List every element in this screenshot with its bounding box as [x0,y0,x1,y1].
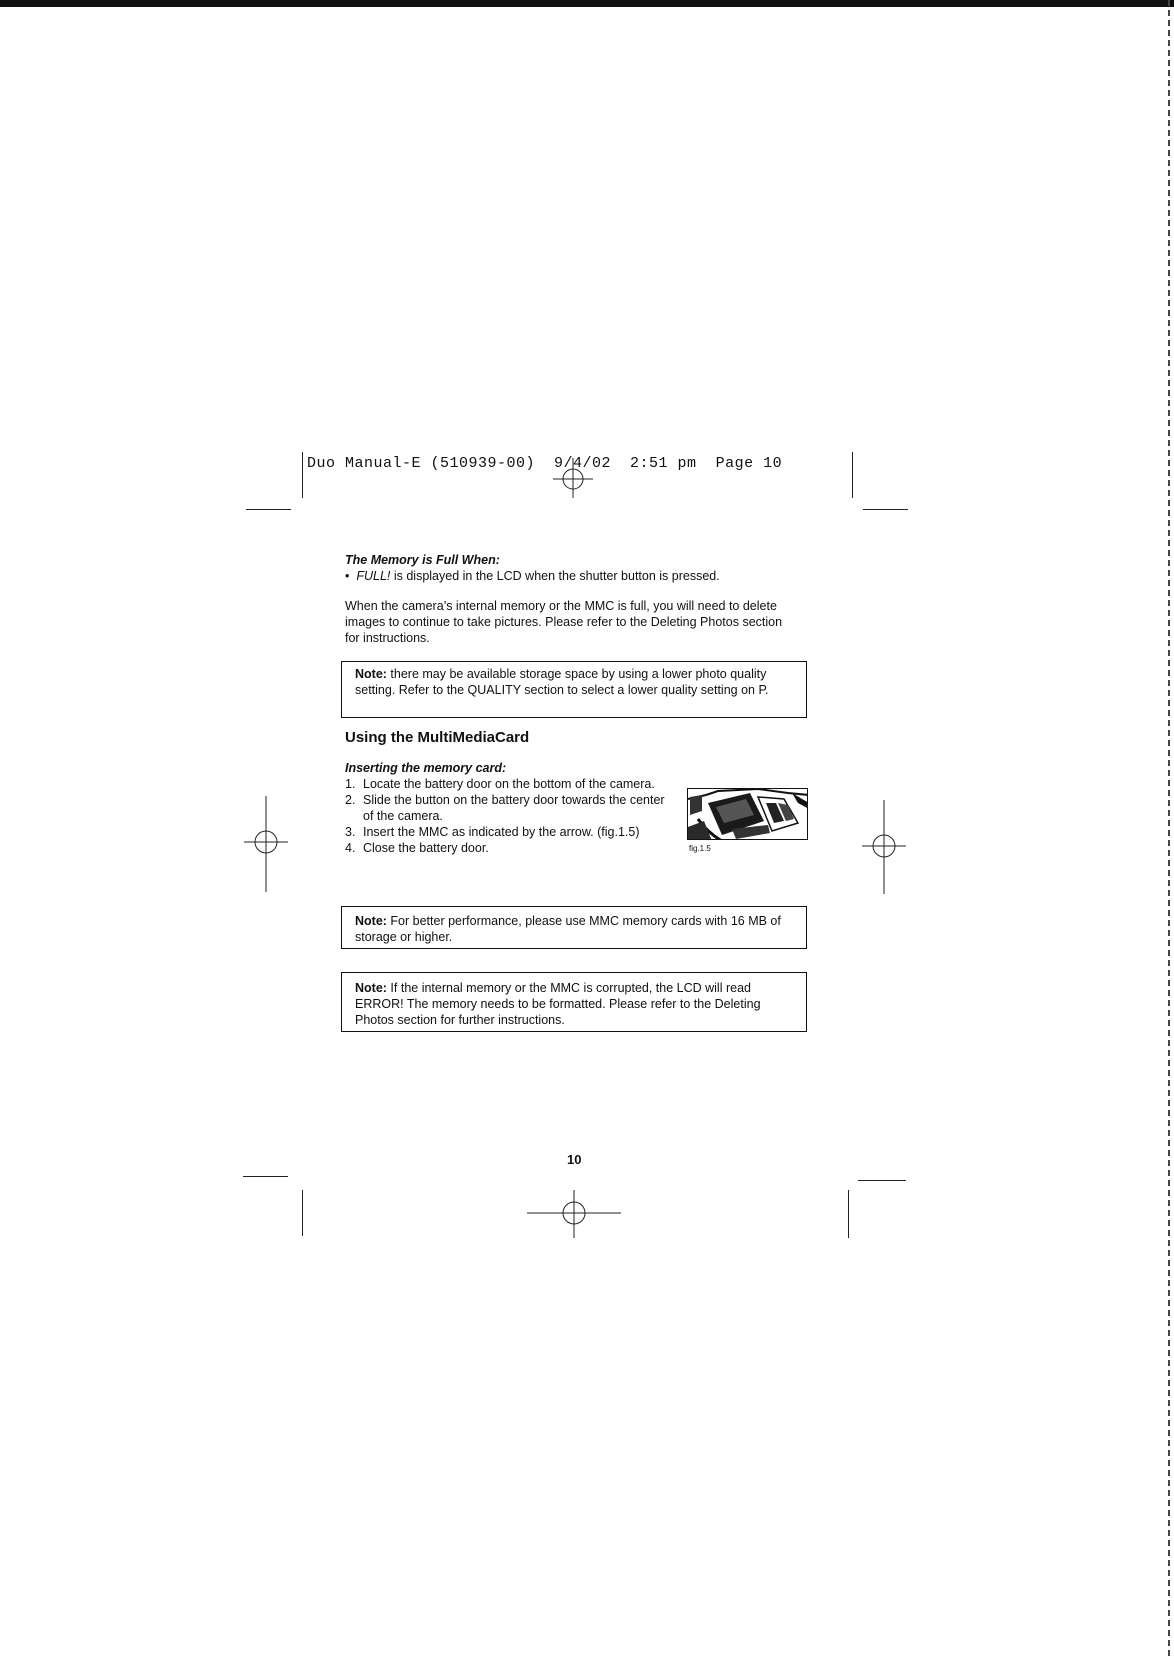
note-label: Note: [355,667,387,681]
memory-full-paragraph: When the camera’s internal memory or the MMC is full, you will need to delete images to continue to take pictures. Please refer to the Deleting Photos section for instructions. [345,599,783,645]
list-item: 1. Locate the battery door on the bottom of the camera. [345,777,655,791]
print-header: Duo Manual-E (510939-00) 9/4/02 2:51 pm Page 10 [307,455,783,472]
memory-full-section [345,552,810,646]
memory-full-title: The Memory is Full When: [345,553,500,567]
list-item: 2. Slide the button on the battery door towards the center of the camera. [345,793,665,823]
crop-mark [243,1176,288,1177]
note-label: Note: [355,914,387,928]
figure-caption: fig.1.5 [689,844,711,853]
section-title: Using the MultiMediaCard [345,729,530,746]
section-subtitle: Inserting the memory card: [345,761,507,775]
crop-mark [852,452,853,498]
note-text: For better performance, please use MMC memory cards with 16 MB of storage or higher. [355,914,781,944]
note-box-performance [341,906,807,949]
registration-mark-icon [862,800,906,894]
bullet-icon: • [345,569,357,583]
memory-full-bullet [345,568,810,584]
scan-right-edge [1168,0,1172,1656]
registration-mark-icon [527,1190,621,1238]
note-box-error [341,972,807,1032]
crop-mark [302,452,303,498]
note-text: If the internal memory or the MMC is corrupted, the LCD will read ERROR! The memory needs to be formatted. Please refer to the Deleting Photos section for further instructions. [355,981,761,1027]
full-indicator: FULL! [356,569,391,583]
registration-mark-icon [244,796,288,892]
memory-card-figure [687,788,808,840]
list-item: 3. Insert the MMC as indicated by the arrow. (fig.1.5) [345,825,640,839]
page-number: 10 [567,1152,582,1167]
crop-mark [302,1190,303,1236]
scan-top-border [0,0,1174,7]
bullet-text: is displayed in the LCD when the shutter button is pressed. [390,569,720,583]
crop-mark [246,509,291,510]
crop-mark [863,509,908,510]
note-label: Note: [355,981,387,995]
list-item: 4. Close the battery door. [345,841,489,855]
crop-mark [848,1190,849,1238]
note-text: there may be available storage space by using a lower photo quality setting. Refer to the QUALITY section to select a lower quality setting on P. [355,667,769,697]
steps-list [345,776,670,856]
crop-mark [858,1180,906,1181]
note-box-quality [341,661,807,718]
